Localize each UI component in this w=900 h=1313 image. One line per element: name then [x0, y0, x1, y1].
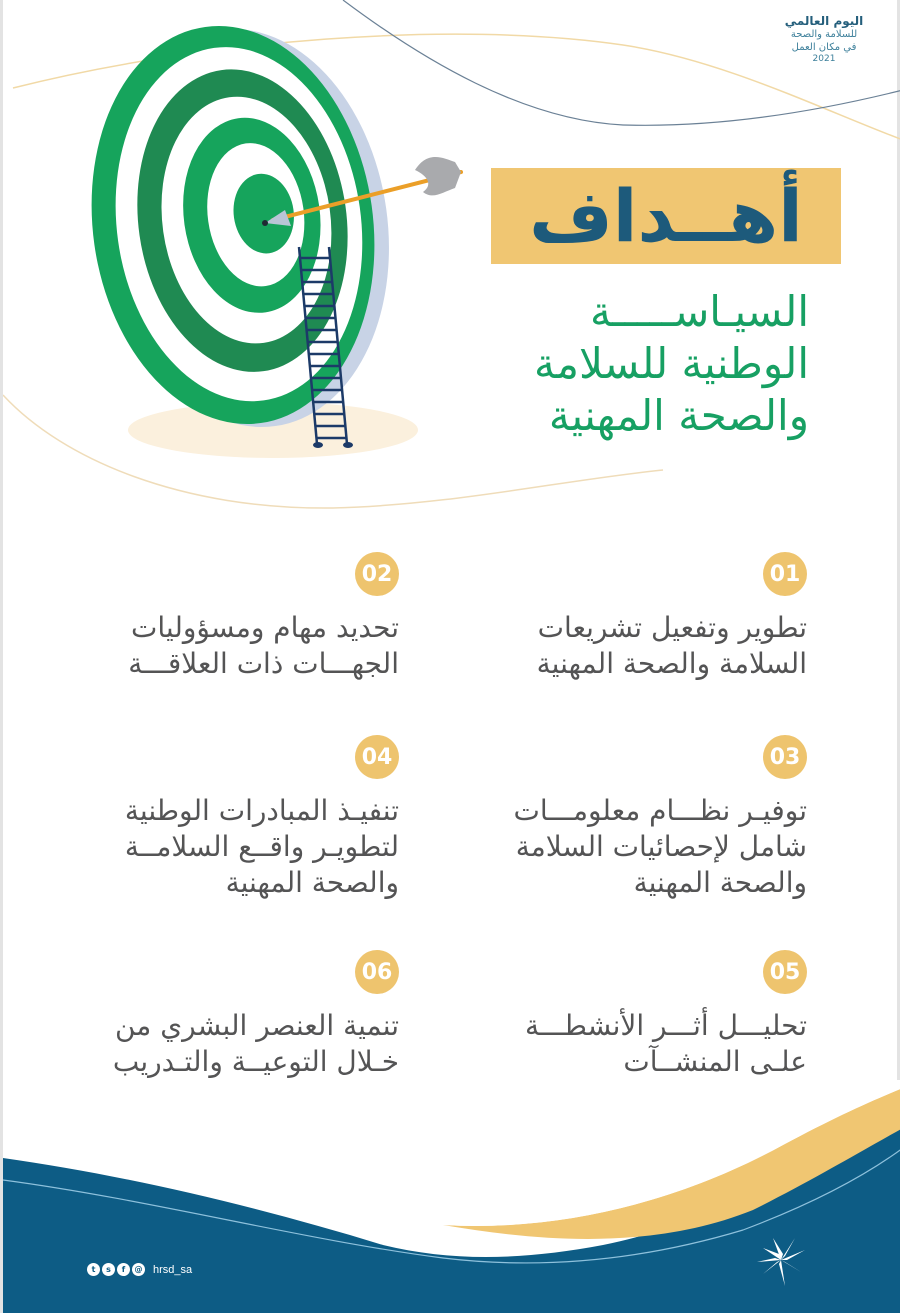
- goal-number-badge: 03: [763, 735, 807, 779]
- event-tag-line1: اليوم العالمي: [784, 14, 864, 28]
- instagram-icon[interactable]: @: [132, 1263, 145, 1276]
- goal-number-badge: 02: [355, 552, 399, 596]
- goal-number-badge: 04: [355, 735, 399, 779]
- snapchat-icon[interactable]: s: [102, 1263, 115, 1276]
- goal-line: تطوير وتفعيل تشريعات: [537, 611, 807, 644]
- goal-item: [467, 552, 807, 692]
- goal-text: [59, 1008, 399, 1080]
- goal-line: لتطويـر واقــع السلامــة: [124, 830, 399, 863]
- ministry-logo-icon: [753, 1232, 809, 1288]
- goal-number-badge: 05: [763, 950, 807, 994]
- event-tag-line2: للسلامة والصحة: [790, 29, 858, 40]
- goal-text: [467, 610, 807, 682]
- goal-line: تنفيـذ المبادرات الوطنية: [124, 794, 399, 827]
- goal-line: السلامة والصحة المهنية: [536, 647, 807, 680]
- goal-line: الجهـــات ذات العلاقـــة: [128, 647, 399, 680]
- subtitle-line: والصحة المهنية: [548, 391, 809, 440]
- goal-text: [467, 793, 807, 901]
- goal-number-badge: 01: [763, 552, 807, 596]
- goal-line: شامل لإحصائيات السلامة: [515, 830, 807, 863]
- title-banner: [491, 168, 841, 264]
- social-links: [87, 1263, 192, 1276]
- event-tag-line3: في مكان العمل: [791, 41, 857, 53]
- goal-line: توفيـر نظـــام معلومـــات: [513, 794, 807, 827]
- goal-line: تنمية العنصر البشري من: [114, 1009, 399, 1042]
- goal-line: تحليـــل أثـــر الأنشطـــة: [525, 1009, 807, 1042]
- goal-line: علـى المنشــآت: [623, 1045, 807, 1078]
- subtitle-line: الوطنية للسلامة: [533, 339, 809, 388]
- goal-item: [467, 950, 807, 1090]
- event-tag: [779, 14, 869, 65]
- target-icon: [67, 6, 415, 448]
- goal-line: تحديد مهام ومسؤوليات: [131, 611, 399, 644]
- page-subtitle: [409, 286, 809, 442]
- goal-number-badge: 06: [355, 950, 399, 994]
- goal-text: [467, 1008, 807, 1080]
- goal-item: [59, 735, 399, 915]
- goal-item: [59, 950, 399, 1090]
- goal-line: والصحة المهنية: [225, 866, 399, 899]
- goal-text: [59, 793, 399, 901]
- goal-item: [59, 552, 399, 692]
- goal-line: والصحة المهنية: [633, 866, 807, 899]
- goal-line: خـلال التوعيــة والتـدريب: [112, 1045, 399, 1078]
- social-handle[interactable]: hrsd_sa: [153, 1263, 193, 1276]
- goal-text: [59, 610, 399, 682]
- subtitle-line: السيـاســـــة: [590, 287, 809, 336]
- event-tag-year: 2021: [812, 54, 836, 64]
- goal-item: [467, 735, 807, 915]
- facebook-icon[interactable]: f: [117, 1263, 130, 1276]
- page-title: أهــداف: [529, 174, 803, 258]
- twitter-icon[interactable]: t: [87, 1263, 100, 1276]
